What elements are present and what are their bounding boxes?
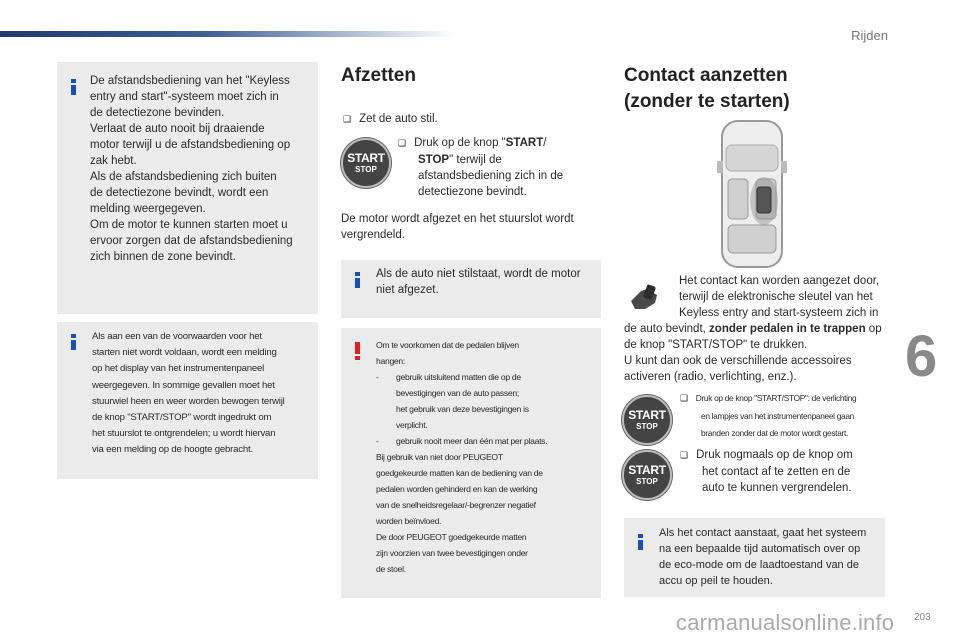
section-heading-afzetten: Afzetten [341, 65, 416, 86]
info-icon [638, 534, 643, 550]
paragraph-engine-off: De motor wordt afgezet en het stuurslot wordt vergrendeld. [341, 213, 574, 241]
warning-box-floor-mats [341, 328, 601, 598]
page-number: 203 [914, 612, 931, 623]
info-text: Als het contact aanstaat, gaat het systeem na een bepaalde tijd automatisch over op de eco-mode om de laadtoestand van de accu op peil te houden. [659, 527, 867, 587]
step-press-start-stop: ❑ Druk op de knop "START/ STOP" terwijl de afstandsbediening zich in de detectiezone bevindt. [398, 137, 564, 198]
section-heading-contact: Contact aanzetten (zonder te starten) [624, 65, 790, 112]
header-bar [0, 31, 455, 37]
warning-text: Om te voorkomen dat de pedalen blijven hangen: - gebruik uitsluitend matten die op de bevestigingen van de auto passen; het gebruik van deze bevestigingen is verplicht. - gebruik nooit meer dan één mat per plaats. Bij gebruik van niet door PEUGEOT goedgekeurde matten kan de bediening van de pedalen worden gehinderd en kan de werking van de snelheidsregelaar/-begrenzer negatief worden beïnvloed. De door PEUGEOT goedgekeurde matten zijn voorzien van twee bevestigingen onder de stoel. [376, 340, 548, 574]
info-text: De afstandsbediening van het "Keyless entry and start"-systeem moet zich in de detectiezone bevinden. Verlaat de auto nooit bij draaiende motor terwijl u de afstandsbediening op zak hebt. Als de afstandsbediening zich buiten de detectiezone bevindt, wordt een melding weergegeven. Om de motor te kunnen starten moet u ervoor zorgen dat de afstandsbediening zich binnen de zone bevindt. [90, 75, 293, 263]
info-box-conditions [57, 322, 318, 479]
info-box-eco-mode [624, 518, 885, 597]
start-stop-button-icon: START STOP [622, 450, 672, 500]
step-ignition-off: ❑ Druk nogmaals op de knop om het contact af te zetten en de auto te kunnen vergrendelen. [680, 449, 853, 494]
info-text: Als aan een van de voorwaarden voor het starten niet wordt voldaan, wordt een melding op het display van het instrumentenpaneel weergegeven. In sommige gevallen moet het stuurwiel heen en weer worden bewogen terwijl de knop "START/STOP" wordt ingedrukt om het stuurslot te ontgrendelen; u wordt hiervan via een melding op de hoogte gebracht. [92, 331, 285, 456]
info-icon [71, 334, 76, 350]
paragraph-ignition-on: Het contact kan worden aangezet door, terwijl de elektronische sleutel van het Keyless entry and start-systeem zich in de auto bevindt, zonder pedalen in te trappen op de knop "START/STOP" te drukken. U kunt dan ook de verschillende accessoires activeren (radio, verlichting, enz.). [624, 275, 882, 383]
info-text: Als de auto niet stilstaat, wordt de motor niet afgezet. [376, 268, 581, 296]
start-stop-button-icon: START STOP [622, 395, 672, 445]
watermark: carmanualsonline.info [676, 610, 895, 635]
car-topview-illustration [712, 117, 792, 273]
section-title: Rijden [851, 28, 888, 43]
info-icon [355, 272, 360, 288]
info-box-keyless [57, 62, 318, 314]
start-stop-button-icon: START STOP [341, 138, 391, 188]
step-ignition-lights: ❑ Druk op de knop "START/STOP": de verlichting en lampjes van het instrumentenpaneel gaan branden zonder dat de motor wordt gestart. [680, 393, 857, 438]
chapter-number: 6 [905, 324, 938, 389]
step-stop-car: ❑ Zet de auto stil. [343, 113, 438, 125]
info-box-not-stationary [341, 260, 601, 318]
info-icon [71, 79, 76, 95]
warning-icon [355, 342, 360, 360]
